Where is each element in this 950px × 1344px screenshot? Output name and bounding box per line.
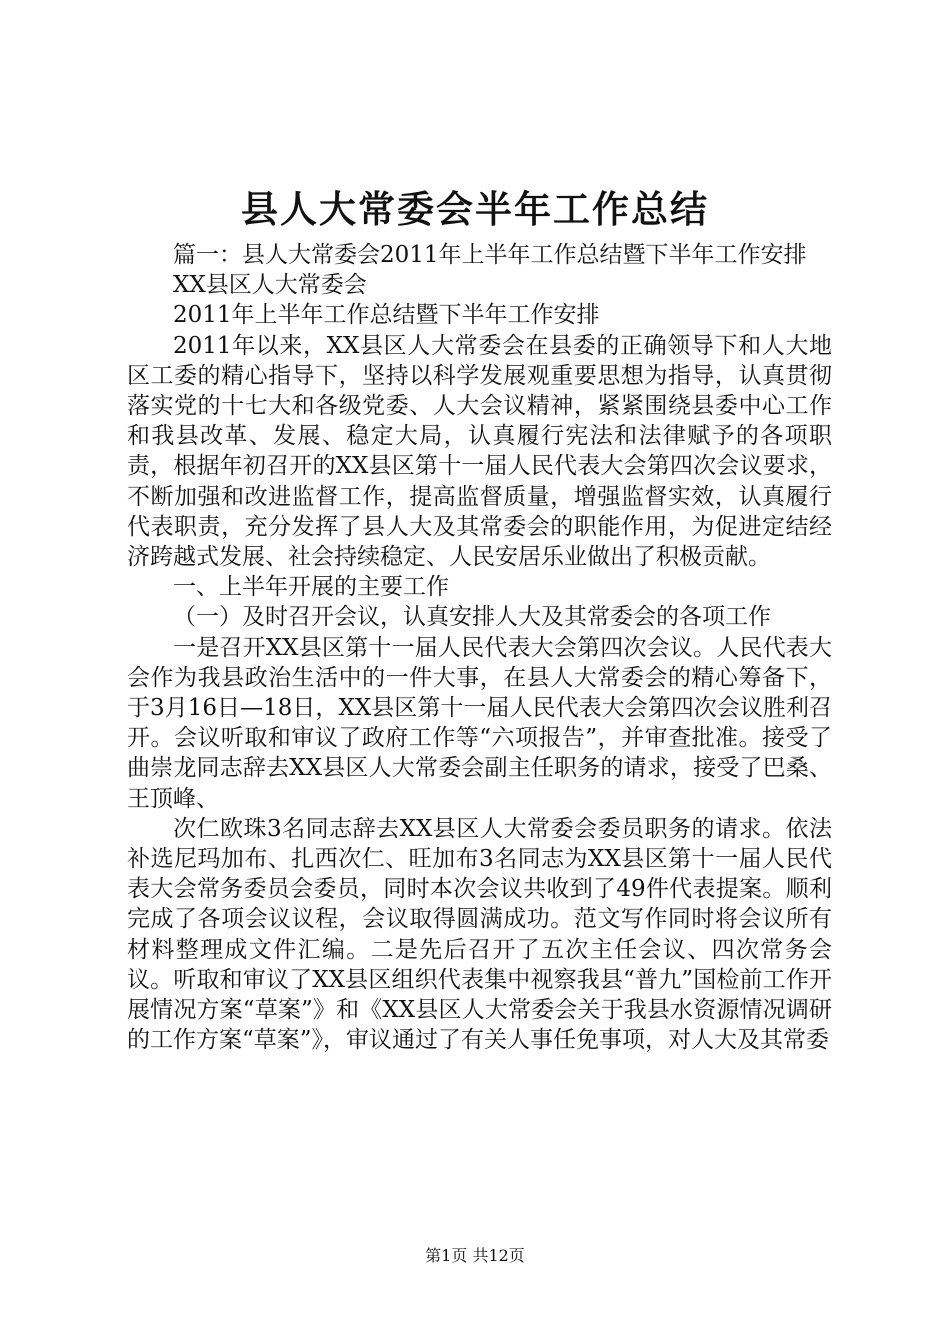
paragraph-subtitle: 2011年上半年工作总结暨下半年工作安排 [173, 302, 600, 329]
section-heading-1: 一、上半年开展的主要工作 [173, 574, 449, 601]
paragraph-org-name: XX县区人大常委会 [173, 272, 367, 299]
paragraph-intro: 2011年以来，XX县区人大常委会在县委的正确领导下和人大地区工委的精心指导下，坚持以科学发展观重要思想为指导，认真贯彻落实党的十七大和各级党委、人大会议精神，紧紧围绕县委中心工作和我县改革、发展、稳定大局，认真履行宪法和法律赋予的各项职责，根据年初召开的XX县区第十一届人民代表大会第四次会议要求，不断加强和改进监督工作，提高监督质量，增强监督实效，认真履行代表职责，充分发挥了县人大及其常委会的职能作用，为促进定结经济跨越式发展、社会持续稳定、人民安居乐业做出了积极贡献。 [127, 332, 832, 571]
page-footer: 第1页 共12页 [425, 1246, 525, 1265]
paragraph-heading-part1: 篇一：县人大常委会2011年上半年工作总结暨下半年工作安排 [173, 242, 807, 268]
paragraph-meeting-2: 次仁欧珠3名同志辞去XX县区人大常委会委员职务的请求。依法补选尼玛加布、扎西次仁、旺加布3名同志为XX县区第十一届人民代表大会常务委员会委员，同时本次会议共收到了49件代表提案。顺利完成了各项会议议程，会议取得圆满成功。范文写作同时将会议所有材料整理成文件汇编。二是先后召开了五次主任会议、四次常务会议。听取和审议了XX县区组织代表集中视察我县“普九”国检前工作开展情况方案“草案”》和《XX县区人大常委会关于我县水资源情况调研的工作方案“草案”》，审议通过了有关人事任免事项，对人大及其常委 [127, 815, 832, 1054]
subsection-heading-1: （一）及时召开会议，认真安排人大及其常委会的各项工作 [173, 604, 771, 631]
document-title: 县人大常委会半年工作总结 [241, 187, 709, 231]
paragraph-meeting-1: 一是召开XX县区第十一届人民代表大会第四次会议。人民代表大会作为我县政治生活中的一件大事，在县人大常委会的精心筹备下，于3月16日—18日，XX县区第十一届人民代表大会第四次会议胜利召开。会议听取和审议了政府工作等“六项报告”，并审查批准。接受了曲崇龙同志辞去XX县区人大常委会副主任职务的请求，接受了巴桑、王顶峰、 [127, 634, 832, 812]
document-body [127, 240, 832, 1055]
